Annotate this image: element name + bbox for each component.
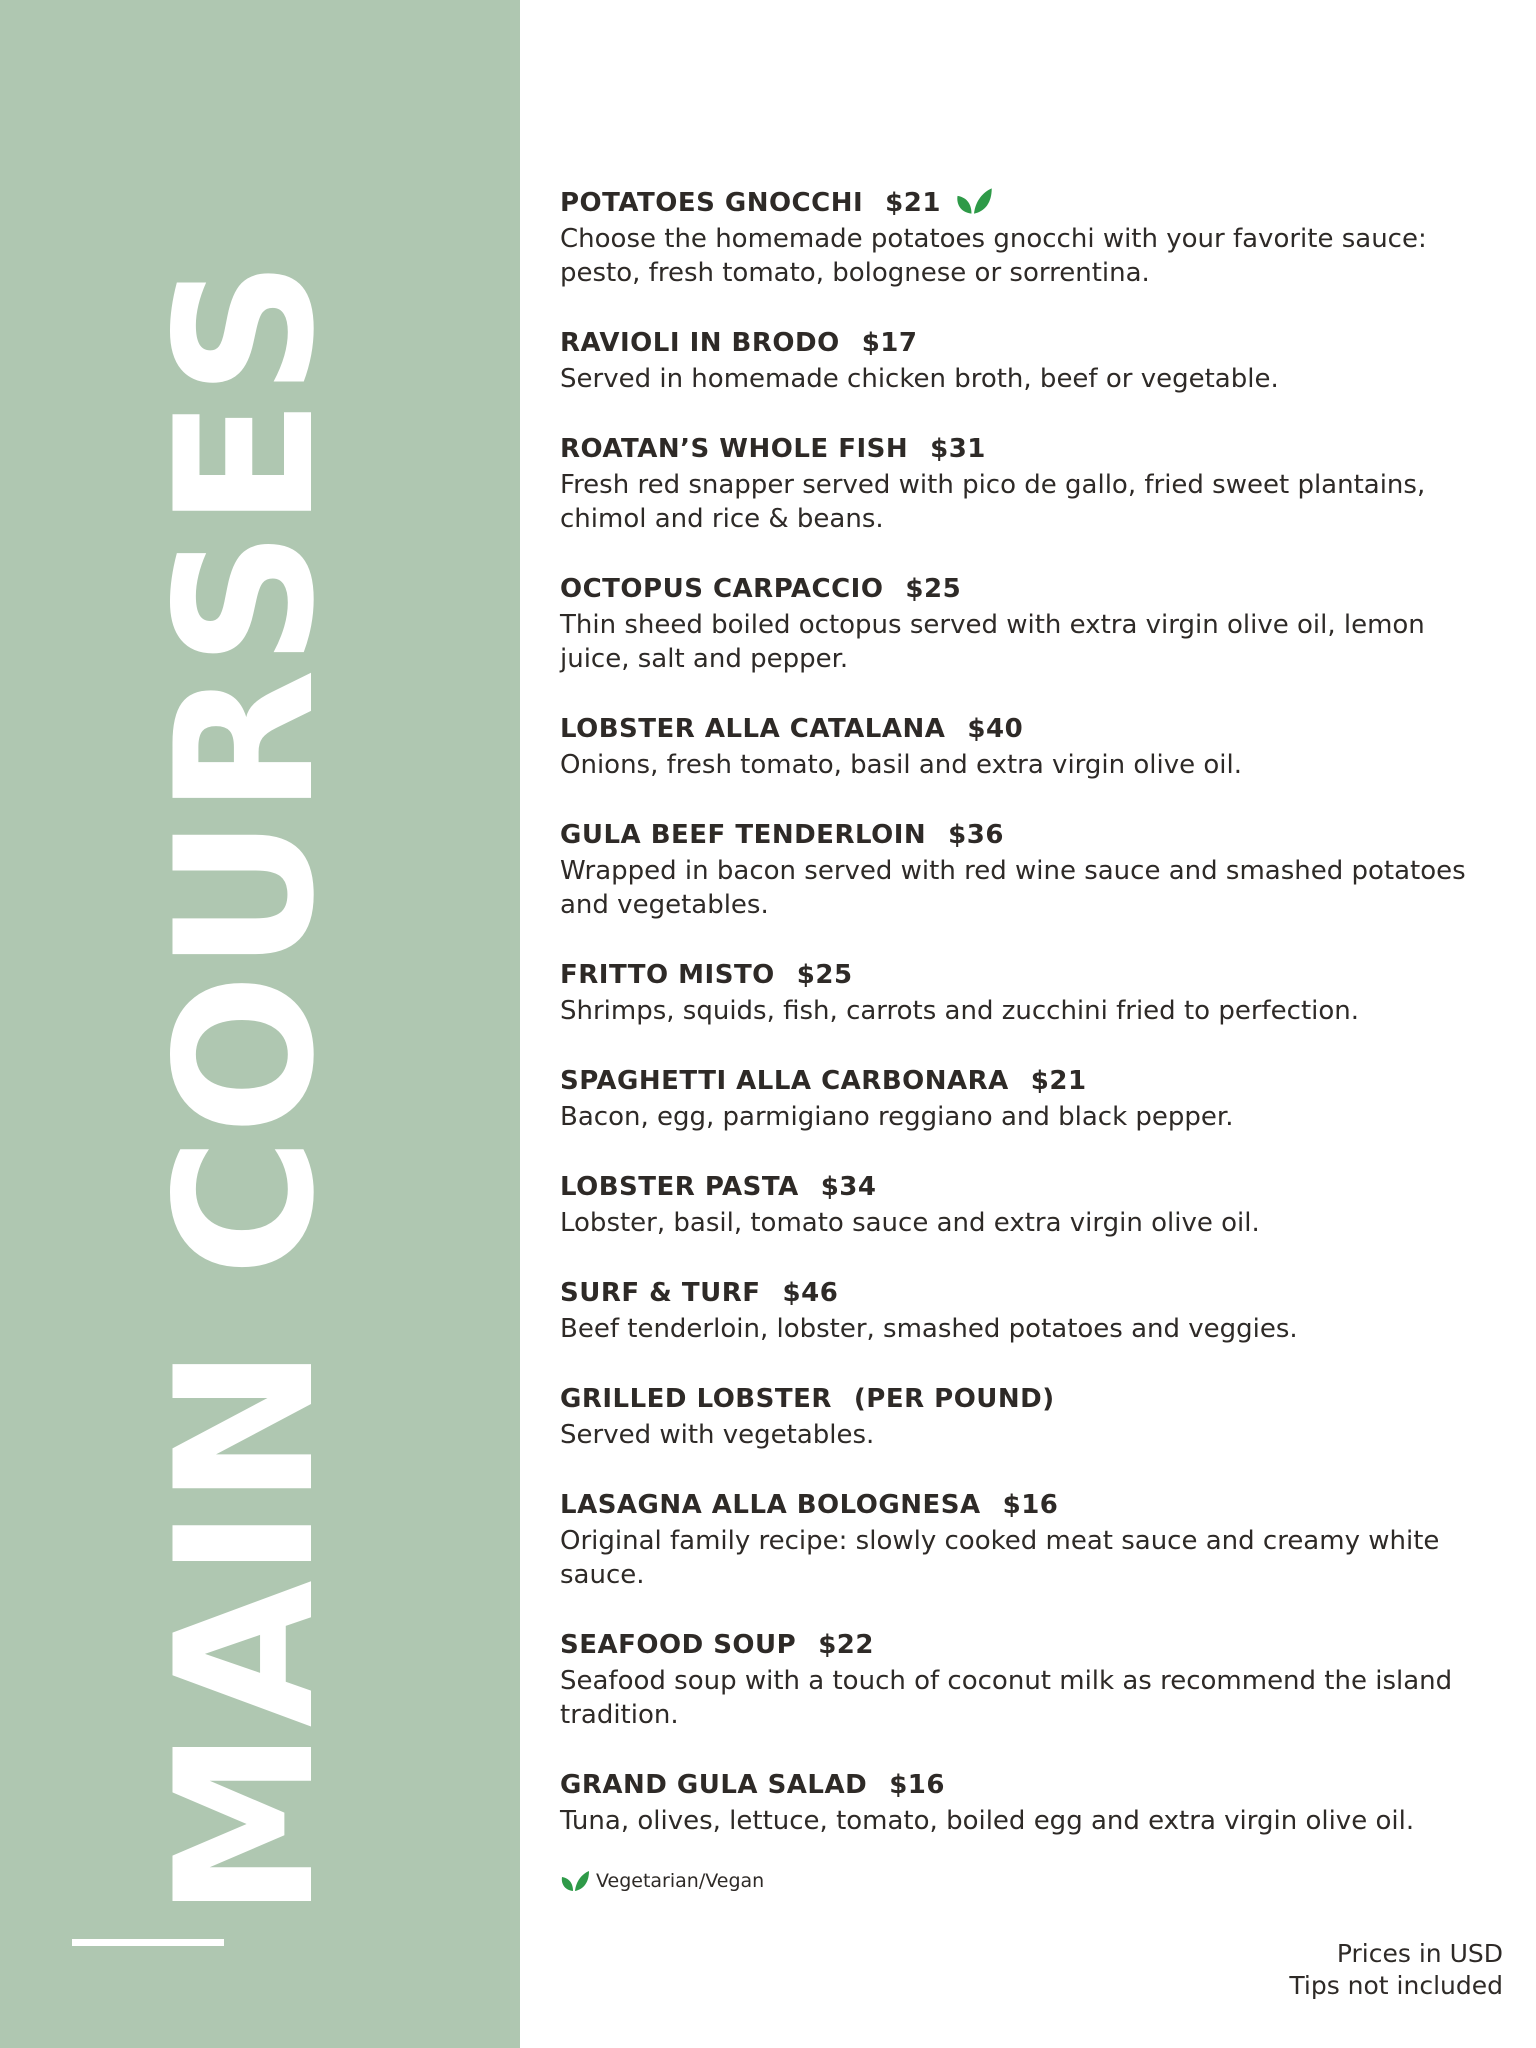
menu-item <box>560 430 1500 536</box>
menu-item-header <box>560 1062 1500 1100</box>
menu-item-header <box>560 184 1500 222</box>
menu-item-description: Wrapped in bacon served with red wine sauce and smashed potatoes and vegetables. <box>560 856 1466 920</box>
menu-item-description: Thin sheed boiled octopus served with extra virgin olive oil, lemon juice, salt and pepper. <box>560 610 1425 674</box>
menu-item-price: $17 <box>861 328 918 358</box>
menu-item-name: POTATOES GNOCCHI <box>560 188 864 218</box>
menu-item-description: Served with vegetables. <box>560 1420 875 1450</box>
legend-label: Vegetarian/Vegan <box>596 1870 765 1892</box>
menu-item-price: $46 <box>782 1278 839 1308</box>
leaf-icon <box>955 187 993 215</box>
leaf-icon <box>560 1870 590 1892</box>
menu-item-description: Bacon, egg, parmigiano reggiano and black pepper. <box>560 1102 1234 1132</box>
menu-item-description: Lobster, basil, tomato sauce and extra virgin olive oil. <box>560 1208 1260 1238</box>
footer-notes <box>1289 1938 1503 2002</box>
menu-item-name: SEAFOOD SOUP <box>560 1630 797 1660</box>
menu-item-header <box>560 1168 1500 1206</box>
menu-item <box>560 1380 1500 1452</box>
menu-item-name: OCTOPUS CARPACCIO <box>560 574 884 604</box>
menu-item <box>560 1168 1500 1240</box>
menu-item-header <box>560 710 1500 748</box>
menu-item-description: Tuna, olives, lettuce, tomato, boiled egg and extra virgin olive oil. <box>560 1806 1415 1836</box>
menu-item-price: $16 <box>889 1770 945 1800</box>
menu-item <box>560 816 1500 922</box>
menu-item <box>560 1062 1500 1134</box>
menu-item-description: Choose the homemade potatoes gnocchi with your favorite sauce: pesto, fresh tomato, bolognese or sorrentina. <box>560 224 1427 288</box>
menu-item-description: Fresh red snapper served with pico de gallo, fried sweet plantains, chimol and rice & beans. <box>560 470 1426 534</box>
menu-item-price: $31 <box>930 434 986 464</box>
menu-item-name: LASAGNA ALLA BOLOGNESA <box>560 1490 981 1520</box>
menu-item-name: RAVIOLI IN BRODO <box>560 328 840 358</box>
menu-item <box>560 1486 1500 1592</box>
menu-item-price: $40 <box>967 714 1024 744</box>
menu-item <box>560 1274 1500 1346</box>
menu-item-header <box>560 956 1500 994</box>
menu-item-name: SURF & TURF <box>560 1278 761 1308</box>
menu-item-price: $21 <box>885 188 941 218</box>
menu-list <box>560 184 1500 1872</box>
menu-item-name: ROATAN’S WHOLE FISH <box>560 434 909 464</box>
sidebar-panel <box>0 0 520 2048</box>
menu-item-name: SPAGHETTI ALLA CARBONARA <box>560 1066 1009 1096</box>
menu-item-price: $25 <box>905 574 962 604</box>
menu-item <box>560 1626 1500 1732</box>
menu-item-name: GRILLED LOBSTER <box>560 1384 832 1414</box>
footer-tips: Tips not included <box>1289 1971 1503 2000</box>
section-title: MAIN COURSES <box>135 257 356 1919</box>
menu-item-header <box>560 430 1500 468</box>
menu-item-description: Onions, fresh tomato, basil and extra virgin olive oil. <box>560 750 1242 780</box>
menu-item-price: $36 <box>948 820 1004 850</box>
menu-item <box>560 956 1500 1028</box>
menu-item-price: $16 <box>1002 1490 1059 1520</box>
menu-item-name: GULA BEEF TENDERLOIN <box>560 820 927 850</box>
menu-item-description: Served in homemade chicken broth, beef or vegetable. <box>560 364 1279 394</box>
menu-item-description: Beef tenderloin, lobster, smashed potatoes and veggies. <box>560 1314 1298 1344</box>
sidebar-rule <box>72 1939 224 1946</box>
legend <box>560 1870 764 1892</box>
menu-item-name: LOBSTER ALLA CATALANA <box>560 714 946 744</box>
menu-item-name: FRITTO MISTO <box>560 960 775 990</box>
menu-item <box>560 1766 1500 1838</box>
menu-item-description: Seafood soup with a touch of coconut milk as recommend the island tradition. <box>560 1666 1453 1730</box>
menu-item-name: LOBSTER PASTA <box>560 1172 799 1202</box>
menu-item-price: $21 <box>1030 1066 1087 1096</box>
menu-item-header <box>560 1380 1500 1418</box>
menu-item-header <box>560 1766 1500 1804</box>
menu-item-price: $22 <box>818 1630 874 1660</box>
menu-item-header <box>560 1486 1500 1524</box>
menu-item-header <box>560 1626 1500 1664</box>
footer-currency: Prices in USD <box>1336 1939 1503 1968</box>
menu-item-price: $25 <box>796 960 853 990</box>
menu-item-header <box>560 816 1500 854</box>
menu-item-header <box>560 324 1500 362</box>
menu-item <box>560 324 1500 396</box>
menu-item-price: (PER POUND) <box>853 1384 1055 1414</box>
menu-item-price: $34 <box>820 1172 877 1202</box>
menu-item-description: Original family recipe: slowly cooked meat sauce and creamy white sauce. <box>560 1526 1440 1590</box>
menu-item-header <box>560 570 1500 608</box>
menu-item <box>560 710 1500 782</box>
menu-item-description: Shrimps, squids, fish, carrots and zucchini fried to perfection. <box>560 996 1360 1026</box>
menu-item-header <box>560 1274 1500 1312</box>
menu-item-name: GRAND GULA SALAD <box>560 1770 868 1800</box>
menu-item <box>560 184 1500 290</box>
menu-item <box>560 570 1500 676</box>
